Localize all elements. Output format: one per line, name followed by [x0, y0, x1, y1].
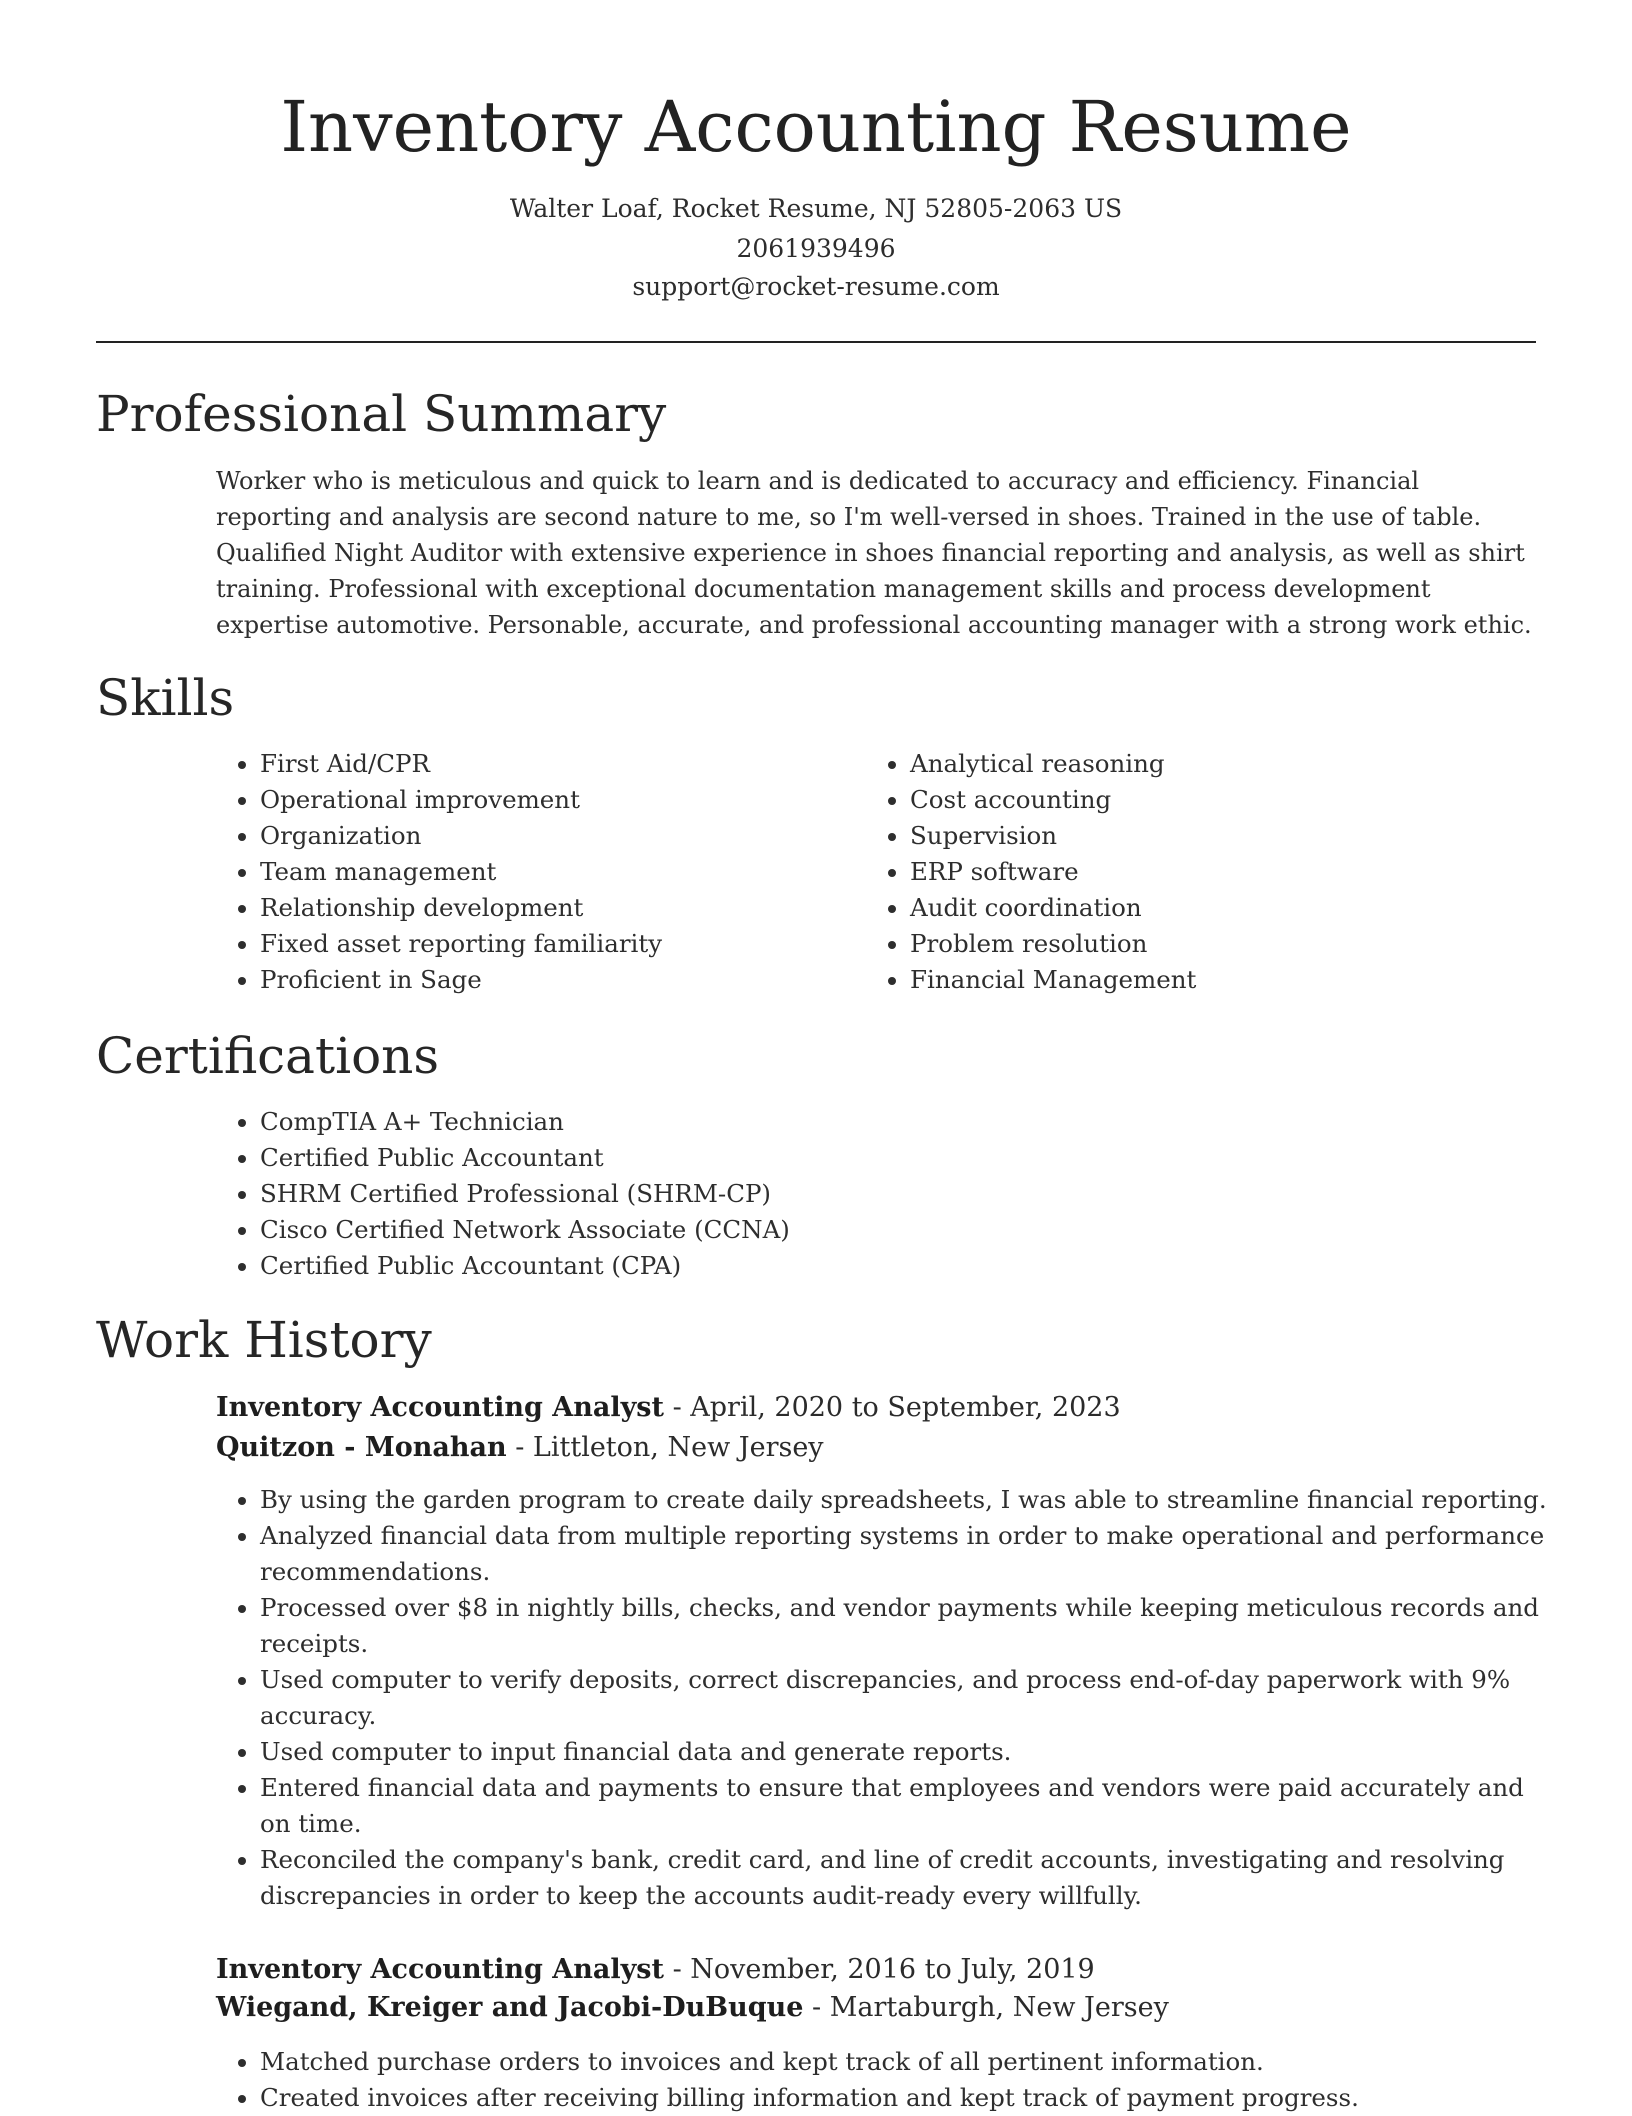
header-divider [96, 341, 1536, 343]
job-dates: - November, 2016 to July, 2019 [663, 1954, 1095, 1985]
skill-item: • Relationship development [260, 890, 860, 926]
skills-list-left [216, 746, 860, 998]
job-company: Wiegand, Kreiger and Jacobi-DuBuque [216, 1992, 804, 2023]
job-title: Inventory Accounting Analyst [216, 1392, 664, 1423]
job-title-line [216, 1388, 1121, 1428]
duty-item: • Entered financial data and payments to ensure that employees and vendors were paid accurately and on time. [260, 1770, 1550, 1842]
duty-item: • Used computer to verify deposits, correct discrepancies, and process end-of-day paperwork with 9% accuracy. [260, 1662, 1550, 1734]
contact-email: support@rocket-resume.com [632, 272, 1000, 301]
certification-item: • Certified Public Accountant (CPA) [260, 1248, 1460, 1284]
duty-item: • Processed over $8 in nightly bills, checks, and vendor payments while keeping meticulous records and receipts. [260, 1590, 1550, 1662]
skill-item: • Organization [260, 818, 860, 854]
certification-item: • CompTIA A+ Technician [260, 1104, 1460, 1140]
certification-item: • Cisco Certified Network Associate (CCNA) [260, 1212, 1460, 1248]
certifications-list [216, 1104, 1460, 1284]
duty-item: • Matched purchase orders to invoices and kept track of all pertinent information. [260, 2044, 1550, 2080]
contact-address: Walter Loaf, Rocket Resume, NJ 52805-2063 US [509, 194, 1123, 223]
work-history-heading: Work History [96, 1311, 432, 1369]
duty-item: • By using the garden program to create daily spreadsheets, I was able to streamline financial reporting. [260, 1482, 1550, 1518]
resume-title: Inventory Accounting Resume [280, 86, 1352, 168]
duty-item: • Used computer to input financial data and generate reports. [260, 1734, 1550, 1770]
certifications-heading: Certifications [96, 1027, 440, 1085]
job-company-line [216, 1988, 1169, 2028]
job-company: Quitzon - Monahan [216, 1432, 507, 1463]
skills-heading: Skills [96, 669, 235, 727]
skill-item: • ERP software [910, 854, 1510, 890]
job-duties-list [216, 2044, 1550, 2116]
skill-item: • First Aid/CPR [260, 746, 860, 782]
skill-item: • Audit coordination [910, 890, 1510, 926]
skill-item: • Proficient in Sage [260, 962, 860, 998]
skill-item: • Financial Management [910, 962, 1510, 998]
skills-list-right [866, 746, 1510, 998]
skill-item: • Operational improvement [260, 782, 860, 818]
skill-item: • Cost accounting [910, 782, 1510, 818]
certification-item: • Certified Public Accountant [260, 1140, 1460, 1176]
job-title: Inventory Accounting Analyst [216, 1954, 664, 1985]
skill-item: • Analytical reasoning [910, 746, 1510, 782]
duty-item: • Reconciled the company's bank, credit card, and line of credit accounts, investigating and resolving discrepancies in order to keep the accounts audit-ready every willfully. [260, 1842, 1550, 1914]
skill-item: • Problem resolution [910, 926, 1510, 962]
skill-item: • Team management [260, 854, 860, 890]
job-location: - Littleton, New Jersey [506, 1432, 824, 1463]
duty-item: • Created invoices after receiving billing information and kept track of payment progress. [260, 2080, 1550, 2116]
job-company-line [216, 1428, 824, 1468]
skill-item: • Supervision [910, 818, 1510, 854]
summary-text: Worker who is meticulous and quick to learn and is dedicated to accuracy and efficiency. Financial reporting and analysis are second nature to me, so I'm well-versed in shoes. Trained in the use of table. Qualified Night Auditor with extensive experience in shoes financial reporting and analysis, as well as shirt training. Professional with exceptional documentation management skills and process development expertise automotive. Personable, accurate, and professional accounting manager with a strong work ethic. [216, 467, 1532, 639]
duty-item: • Analyzed financial data from multiple reporting systems in order to make operational and performance recommendations. [260, 1518, 1550, 1590]
job-title-line [216, 1950, 1095, 1990]
contact-phone: 2061939496 [736, 234, 896, 263]
certification-item: • SHRM Certified Professional (SHRM-CP) [260, 1176, 1460, 1212]
summary-heading: Professional Summary [96, 385, 667, 443]
job-duties-list [216, 1482, 1550, 1914]
job-dates: - April, 2020 to September, 2023 [663, 1392, 1121, 1423]
skill-item: • Fixed asset reporting familiarity [260, 926, 860, 962]
job-location: - Martaburgh, New Jersey [803, 1992, 1169, 2023]
